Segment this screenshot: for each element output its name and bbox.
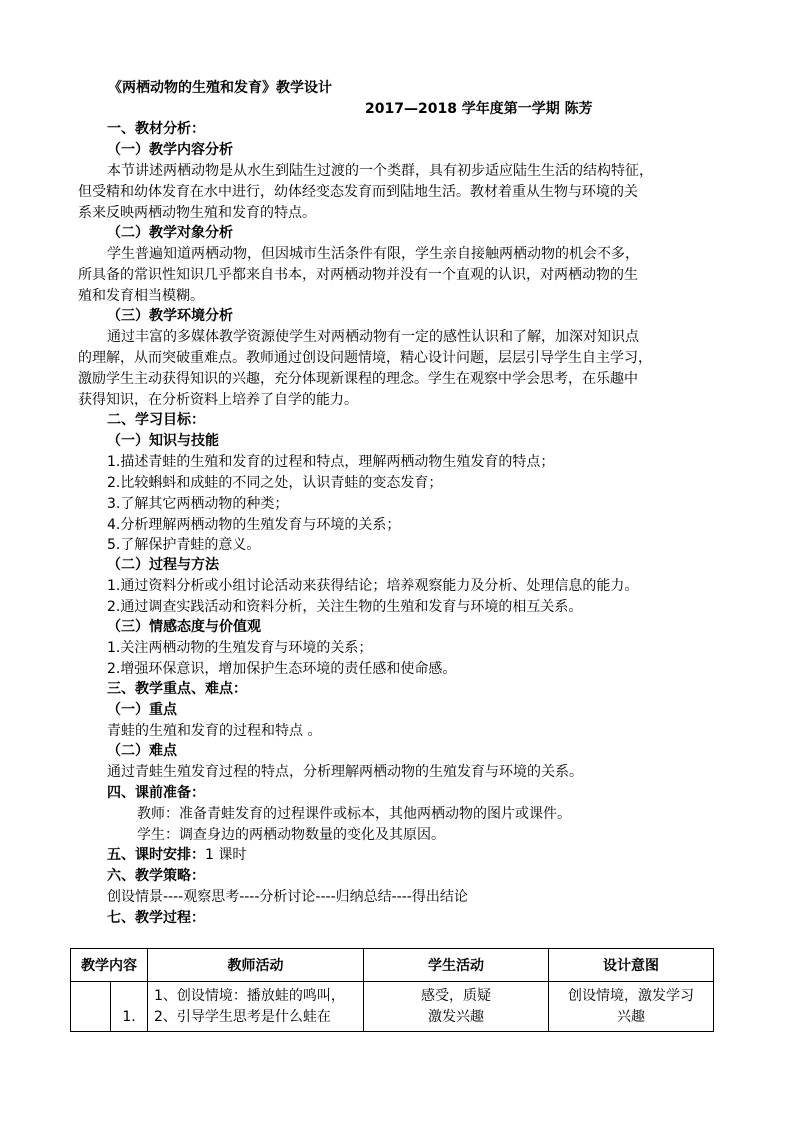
list-item: 1.描述青蛙的生殖和发育的过程和特点，理解两栖动物生殖发育的特点； bbox=[107, 454, 555, 470]
section-heading: 三、教学重点、难点： bbox=[107, 681, 247, 697]
paragraph-line: 本节讲述两栖动物是从水生到陆生过渡的一个类群，具有初步适应陆生生活的结构特征， bbox=[107, 163, 653, 179]
header-teaching-content: 教学内容 bbox=[71, 949, 148, 982]
cell-line: 1、创设情境：播放蛙的鸣叫， bbox=[154, 987, 345, 1004]
cell-line: 感受，质疑 bbox=[421, 987, 491, 1004]
cell-line: 创设情境，激发学习 bbox=[568, 987, 694, 1004]
class-hours-value: 1 课时 bbox=[205, 847, 247, 863]
cell-line: 兴趣 bbox=[617, 1008, 645, 1025]
header-design-intent: 设计意图 bbox=[549, 949, 714, 982]
subsection-heading: （二）难点 bbox=[107, 743, 177, 759]
paragraph-line: 通过丰富的多媒体教学资源使学生对两栖动物有一定的感性认识和了解，加深对知识点 bbox=[107, 329, 639, 345]
class-hours-line bbox=[107, 845, 246, 865]
teaching-process-table bbox=[70, 948, 714, 1032]
section-heading: 四、课前准备： bbox=[107, 785, 205, 801]
paragraph-line: 殖和发育相当模糊。 bbox=[78, 288, 204, 304]
paragraph-line: 获得知识，在分析资料上培养了自学的能力。 bbox=[78, 392, 358, 408]
cell-line: 激发兴趣 bbox=[428, 1008, 484, 1025]
design-intent-cell bbox=[549, 982, 714, 1032]
section-heading: 六、教学策略： bbox=[107, 868, 205, 884]
paragraph-line: 通过青蛙生殖发育过程的特点，分析理解两栖动物的生殖发育与环境的关系。 bbox=[107, 764, 583, 780]
subsection-heading: （一）知识与技能 bbox=[107, 433, 219, 449]
paragraph-line: 青蛙的生殖和发育的过程和特点 。 bbox=[107, 723, 322, 739]
paragraph-line: 的理解，从而突破重难点。教师通过创设问题情境，精心设计问题，层层引导学生自主学习， bbox=[78, 350, 652, 366]
teacher-activity-cell bbox=[148, 982, 364, 1032]
table-cell-empty bbox=[71, 982, 111, 1032]
subsection-heading: （一）重点 bbox=[107, 702, 177, 718]
subsection-heading: （二）教学对象分析 bbox=[107, 225, 233, 241]
paragraph-line: 创设情景----观察思考----分析讨论----归纳总结----得出结论 bbox=[107, 889, 468, 905]
list-item: 2.比较蝌蚪和成蛙的不同之处，认识青蛙的变态发育； bbox=[107, 475, 443, 491]
paragraph-line: 但受精和幼体发育在水中进行，幼体经变态发育而到陆地生活。教材着重从生物与环境的关 bbox=[78, 184, 638, 200]
header-student-activity: 学生活动 bbox=[364, 949, 549, 982]
list-item: 2.通过调查实践活动和资料分析，关注生物的生殖和发育与环境的相互关系。 bbox=[107, 599, 583, 615]
student-activity-cell bbox=[364, 982, 549, 1032]
paragraph-line: 学生：调查身边的两栖动物数量的变化及其原因。 bbox=[137, 827, 445, 843]
list-item: 2.增强环保意识，增加保护生态环境的责任感和使命感。 bbox=[107, 661, 457, 677]
subsection-heading: （一）教学内容分析 bbox=[107, 142, 233, 158]
paragraph-line: 学生普遍知道两栖动物，但因城市生活条件有限，学生亲自接触两栖动物的机会不多， bbox=[107, 246, 639, 262]
subsection-heading: （三）教学环境分析 bbox=[107, 308, 233, 324]
doc-title: 《两栖动物的生殖和发育》教学设计 bbox=[108, 80, 332, 96]
section-heading: 七、教学过程： bbox=[107, 910, 205, 926]
table-header-row bbox=[71, 949, 714, 982]
section-heading: 二、学习目标： bbox=[107, 412, 205, 428]
section-heading: 五、课时安排： bbox=[107, 847, 205, 863]
list-item: 3.了解其它两栖动物的种类； bbox=[107, 496, 289, 512]
paragraph-line: 系来反映两栖动物生殖和发育的特点。 bbox=[78, 205, 316, 221]
list-item: 1.关注两栖动物的生殖发育与环境的关系； bbox=[107, 640, 373, 656]
doc-subtitle: 2017—2018 学年度第一学期 陈芳 bbox=[365, 101, 593, 117]
paragraph-line: 所具备的常识性知识几乎都来自书本，对两栖动物并没有一个直观的认识，对两栖动物的生 bbox=[78, 267, 638, 283]
subsection-heading: （二）过程与方法 bbox=[107, 557, 219, 573]
paragraph-line: 激励学生主动获得知识的兴趣，充分体现新课程的理念。学生在观察中学会思考，在乐趣中 bbox=[78, 371, 638, 387]
list-item: 4.分析理解两栖动物的生殖发育与环境的关系； bbox=[107, 517, 401, 533]
header-teacher-activity: 教师活动 bbox=[148, 949, 364, 982]
cell-line: 2、引导学生思考是什么蛙在 bbox=[154, 1008, 331, 1025]
subsection-heading: （三）情感态度与价值观 bbox=[107, 619, 261, 635]
paragraph-line: 教师：准备青蛙发育的过程课件或标本，其他两栖动物的图片或课件。 bbox=[137, 806, 571, 822]
section-heading: 一、教材分析： bbox=[107, 121, 205, 137]
list-item: 1.通过资料分析或小组讨论活动来获得结论；培养观察能力及分析、处理信息的能力。 bbox=[107, 578, 639, 594]
table-row bbox=[71, 982, 714, 1032]
list-item: 5.了解保护青蛙的意义。 bbox=[107, 537, 261, 553]
row-number: 1. bbox=[111, 982, 148, 1032]
